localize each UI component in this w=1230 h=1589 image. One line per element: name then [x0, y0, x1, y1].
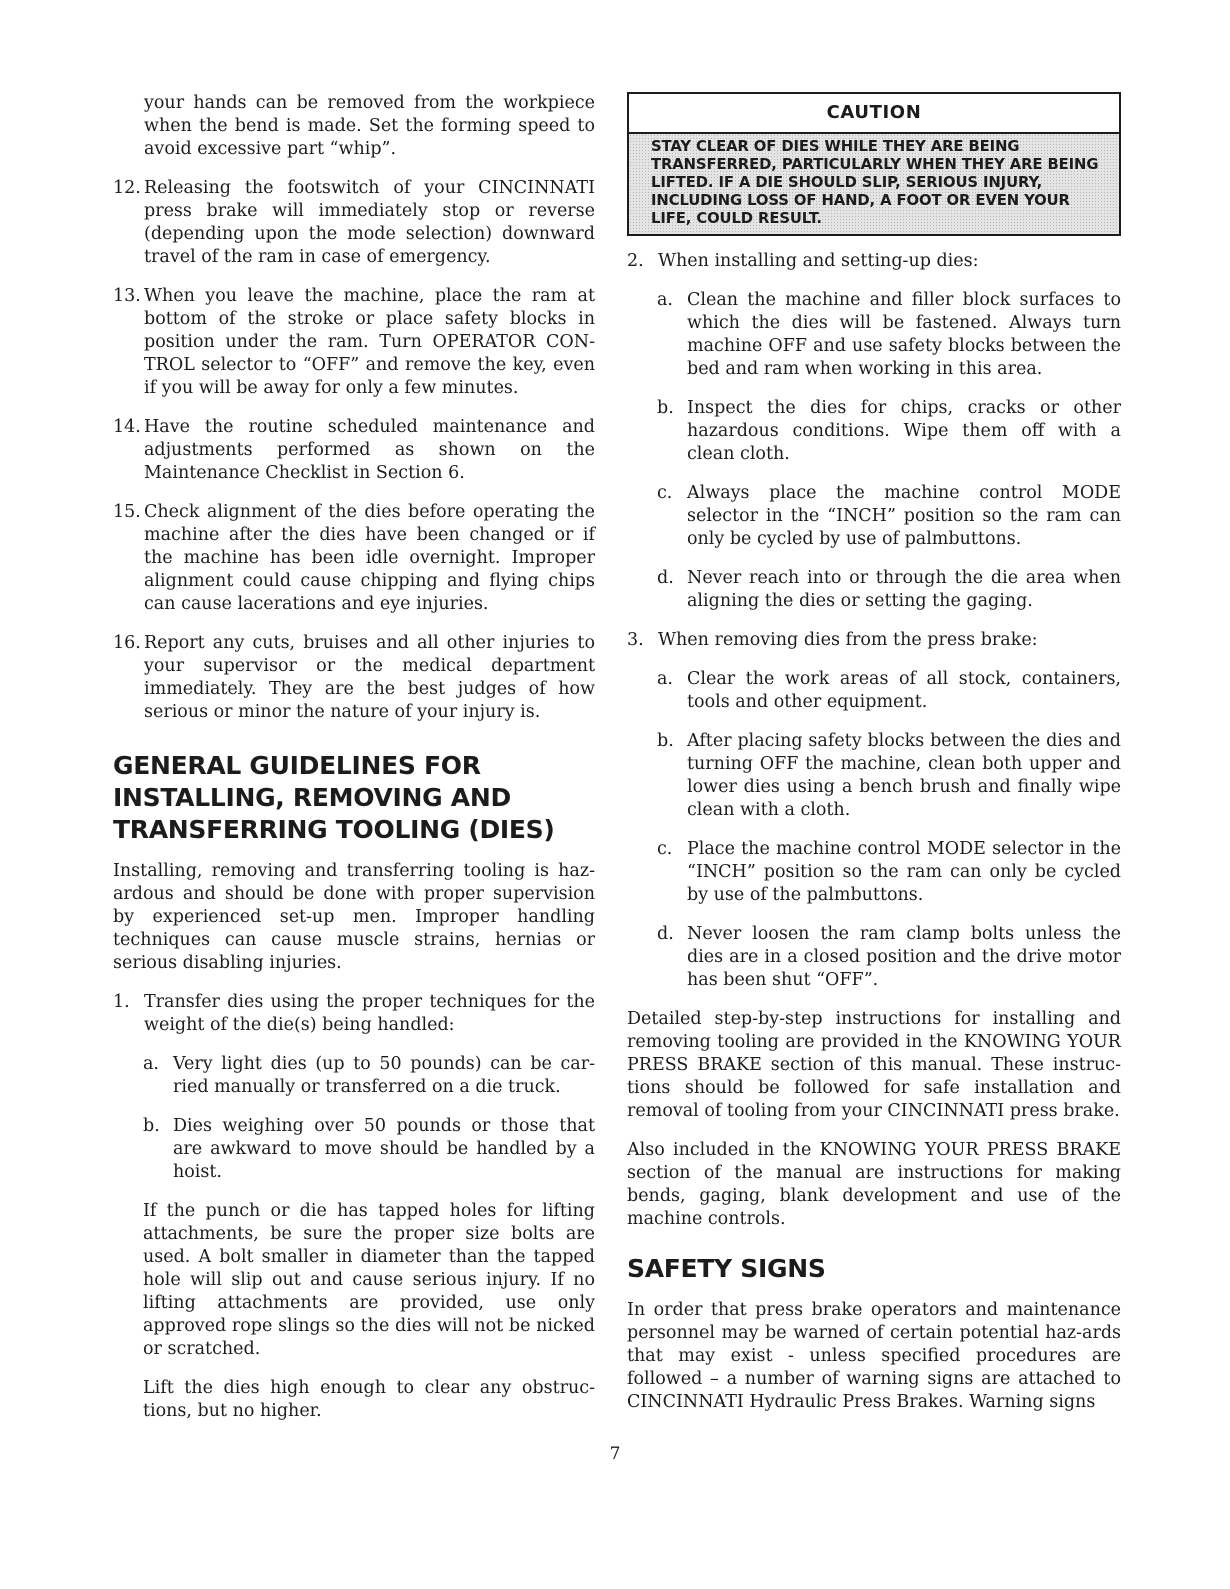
detailed-instructions-paragraph: Detailed step-by-step instructions for installing and removing tooling are provided in the KNOWING YOUR PRESS BRAKE section of this manual. These instruc-tions should be followed for safe installation and removal of tooling from your CINCINNATI press brake. [627, 1009, 1121, 1121]
step-3 [627, 629, 1121, 652]
step-number: 1. [113, 992, 130, 1012]
step-3a [627, 668, 1121, 714]
also-included-paragraph: Also included in the KNOWING YOUR PRESS BRAKE section of the manual are instructions for making bends, gaging, blank development and use of the machine controls. [627, 1140, 1121, 1229]
step-2c [627, 482, 1121, 551]
step-1 [113, 991, 595, 1037]
sub-text: Place the machine control MODE selector in the “INCH” position so the ram can only be cycled by use of the palmbuttons. [687, 839, 1121, 905]
step-3c [627, 838, 1121, 907]
sub-text: Never loosen the ram clamp bolts unless the dies are in a closed position and the drive motor has been shut “OFF”. [687, 924, 1121, 990]
step-text: When removing dies from the press brake: [658, 630, 1038, 650]
item-number: 14. [113, 417, 141, 437]
item-number: 15. [113, 502, 141, 522]
caution-body: STAY CLEAR OF DIES WHILE THEY ARE BEING TRANSFERRED, PARTICULARLY WHEN THEY ARE BEING LIFTED. IF A DIE SHOULD SLIP, SERIOUS INJURY, INCLUDING LOSS OF HAND, A FOOT OR EVEN YOUR LIFE, COULD RESULT. [629, 134, 1119, 234]
sub-text: Very light dies (up to 50 pounds) can be car-ried manually or transferred on a die truck. [173, 1054, 595, 1097]
sub-text: Clear the work areas of all stock, containers, tools and other equipment. [687, 669, 1121, 712]
item-text: Check alignment of the dies before operating the machine after the dies have been changed or if the machine has been idle overnight. Improper alignment could cause chipping and flying chips can cause lacerations and eye injuries. [144, 502, 595, 614]
caution-title: CAUTION [629, 94, 1119, 134]
step-1a [113, 1053, 595, 1099]
sub-letter: c. [657, 483, 673, 503]
item-text: Have the routine scheduled maintenance and adjustments performed as shown on the Maintenance Checklist in Section 6. [144, 417, 595, 483]
sub-letter: a. [657, 290, 673, 310]
sub-letter: d. [657, 924, 674, 944]
sub-text: Clean the machine and filler block surfaces to which the dies will be fastened. Always turn machine OFF and use safety blocks between the bed and ram when working in this area. [687, 290, 1121, 379]
section-heading-safety-signs: SAFETY SIGNS [627, 1254, 826, 1283]
step-2b [627, 397, 1121, 466]
sub-text: After placing safety blocks between the dies and turning OFF the machine, clean both upper and lower dies using a bench brush and finally wipe clean with a cloth. [687, 731, 1121, 820]
list-item-16 [113, 632, 595, 724]
step-2d [627, 567, 1121, 613]
item-number: 13. [113, 286, 141, 306]
step-2 [627, 250, 1121, 273]
left-column [113, 92, 595, 1439]
item-text: When you leave the machine, place the ram at bottom of the stroke or place safety blocks in position under the ram. Turn OPERATOR CON-TROL selector to “OFF” and remove the key, even if you will be away for only a few minutes. [144, 286, 595, 398]
step-number: 3. [627, 630, 644, 650]
sub-letter: a. [657, 669, 673, 689]
item-text: Report any cuts, bruises and all other injuries to your supervisor or the medical department immediately. They are the best judges of how serious or minor the nature of your injury is. [144, 633, 595, 722]
list-item-15 [113, 501, 595, 616]
intro-paragraph: your hands can be removed from the workpiece when the bend is made. Set the forming speed to avoid excessive part “whip”. [144, 93, 595, 159]
list-item-13 [113, 285, 595, 400]
step-3b [627, 730, 1121, 822]
safety-signs-paragraph: In order that press brake operators and maintenance personnel may be warned of certain potential haz-ards that may exist - unless specified procedures are followed – a number of warning signs are attached to CINCINNATI Hydraulic Press Brakes. Warning signs [627, 1300, 1121, 1412]
item-number: 12. [113, 178, 141, 198]
caution-box [627, 92, 1121, 236]
step-2a [627, 289, 1121, 381]
lifting-attachments-paragraph: If the punch or die has tapped holes for lifting attachments, be sure the proper size bolts are used. A bolt smaller in diameter than the tapped hole will slip out and cause serious injury. If no lifting attachments are provided, use only approved rope slings so the dies will not be nicked or scratched. [143, 1201, 595, 1359]
item-text: Releasing the footswitch of your CINCINNATI press brake will immediately stop or reverse (depending upon the mode selection) downward travel of the ram in case of emergency. [144, 178, 595, 267]
step-1b [113, 1115, 595, 1184]
sub-text: Never reach into or through the die area when aligning the dies or setting the gaging. [687, 568, 1121, 611]
sub-letter: d. [657, 568, 674, 588]
sub-letter: b. [143, 1116, 160, 1136]
sub-letter: b. [657, 398, 674, 418]
step-text: Transfer dies using the proper techniques for the weight of the die(s) being handled: [144, 992, 595, 1035]
sub-letter: c. [657, 839, 673, 859]
item-number: 16. [113, 633, 141, 653]
page-number: 7 [609, 1444, 621, 1464]
section-heading-guidelines: GENERAL GUIDELINES FOR INSTALLING, REMOVING AND TRANSFERRING TOOLING (DIES) [113, 751, 555, 844]
step-3d [627, 923, 1121, 992]
sub-letter: a. [143, 1054, 159, 1074]
step-text: When installing and setting-up dies: [658, 251, 979, 271]
guidelines-intro: Installing, removing and transferring tooling is haz-ardous and should be done with proper supervision by experienced set-up men. Improper handling techniques can cause muscle strains, hernias or serious disabling injuries. [113, 861, 595, 973]
sub-text: Dies weighing over 50 pounds or those that are awkward to move should be handled by a hoist. [173, 1116, 595, 1182]
sub-text: Inspect the dies for chips, cracks or other hazardous conditions. Wipe them off with a clean cloth. [687, 398, 1121, 464]
list-item-14 [113, 416, 595, 485]
step-number: 2. [627, 251, 644, 271]
lift-height-paragraph: Lift the dies high enough to clear any obstruc-tions, but no higher. [143, 1378, 595, 1421]
sub-letter: b. [657, 731, 674, 751]
sub-text: Always place the machine control MODE selector in the “INCH” position so the ram can only be cycled by use of palmbuttons. [687, 483, 1121, 549]
list-item-12 [113, 177, 595, 269]
right-column [627, 92, 1121, 1414]
